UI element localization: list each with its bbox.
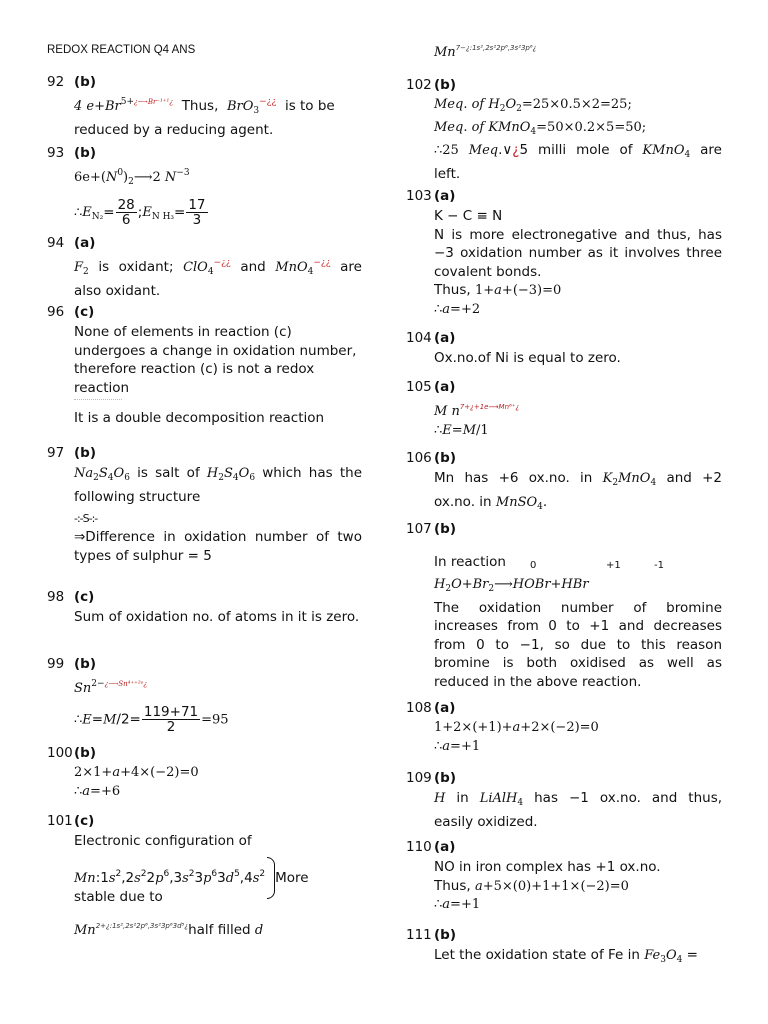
question-number: 92 (47, 74, 65, 90)
answer-option: (b) (434, 450, 457, 466)
answer-option: (b) (434, 770, 457, 786)
text-line: It is a double decomposition reaction (74, 410, 325, 426)
answer-option: (a) (434, 700, 456, 716)
question-number: 100 (47, 745, 73, 761)
sulphur-structure-image: -:-S-:- (74, 512, 98, 525)
answer-body (74, 323, 362, 428)
answer-body: H in LiAlH$_4$ has −1 ox.no. and thus, easily oxidized. (434, 790, 723, 830)
page-header: REDOX REACTION Q4 ANS (47, 44, 196, 56)
answer-body: M $n^{7+¿+1e⟶Mn^{6+}¿}$ ∴E=M/1 (434, 403, 520, 438)
answer-body: Mn has +6 ox.no. in $K_2MnO_4$ and +2 ox.no. in MnSO$_4$. (434, 470, 723, 512)
question-number: 98 (47, 589, 65, 605)
answer-body: NO in iron complex has +1 ox.no. Thus, a+5×(0)+1+1×(−2)=0 ∴a=+1 (434, 859, 661, 912)
answer-body: $Na_2S_4O_6$ is salt of $H_2S_4O_6$ which has the following structure -:-S-:- ⇒Difference in oxidation number of two types of sulphur = 5 (74, 465, 363, 564)
answer-option: (b) (434, 927, 457, 943)
text-line: reduced by a reducing agent. (74, 121, 274, 138)
question-number: 111 (406, 927, 432, 943)
answer-option: (b) (74, 745, 97, 761)
answer-body: $F_2$ is oxidant; ClO$_4$−¿¿ and MnO$_4$−¿¿ are also oxidant. (74, 258, 362, 299)
answer-body: K − C ≡ N N is more electronegative and thus, has −3 oxidation number as it involves three covalent bonds. Thus, 1+a+(−3)=0 ∴a=+2 (434, 208, 722, 317)
answer-body: Meq. of $H_2O_2=25\times 0.5\times 2=25$; Meq. of KMnO$_4$=50×0.2×5=50; ∴25 Meq.∨¿5 milli mole of KMnO$_4$ are left. (434, 97, 722, 182)
text-block: None of elements in reaction (c) undergoes a change in oxidation number, therefore reaction (c) is not a redox reaction (74, 324, 357, 396)
answer-body: In reaction 0 +1 -1 $H_2O+Br_2⟶HOBr+HBr$ The oxidation number of bromine increases from 0 to +1 and decreases from 0 to −1, so due to this reason bromine is both oxidised as well as reduced in the above reaction. (434, 554, 722, 690)
answer-body: Let the oxidation state of Fe in $Fe_3O_4$ = (434, 947, 698, 965)
answer-option: (b) (74, 445, 97, 461)
question-number: 105 (406, 379, 432, 395)
answer-option: (a) (434, 839, 456, 855)
question-number: 106 (406, 450, 432, 466)
answer-option: (a) (434, 330, 456, 346)
answer-option: (b) (434, 521, 457, 537)
answer-option: (a) (434, 379, 456, 395)
answer-body: Sum of oxidation no. of atoms in it is zero. (74, 609, 360, 625)
answer-body: Electronic configuration of $Mn:1s^2,2s^22p^6,3s^23p^63d^5,4s^2$ More stable due to $Mn^{2+¿:1s^2,2s^22p^6,3s^23p^63d^5¿}half$ filled d (74, 833, 309, 938)
answer-option: (c) (74, 813, 95, 829)
question-number: 104 (406, 330, 432, 346)
answer-body: 2×1+a+4×(−2)=0 ∴a=+6 (74, 765, 199, 799)
answer-body: $Sn^{2-¿⟶Sn^{4++2}ᵉ¿}$ ∴E=M/2= $\frac{119+71}{2}$ =95 (74, 679, 229, 735)
answer-option: (c) (74, 589, 95, 605)
answer-body: $6e+(N^0)_2⟶2$ $N^{-3}$ $\therefore E_{N_2}=$ $\frac{28}{6}$ $;E_{N H_3}=$ $\frac{17}{3}$ (74, 168, 206, 228)
answer-option: (a) (74, 235, 96, 251)
answer-body: Ox.no.of Ni is equal to zero. (434, 350, 621, 366)
question-number: 94 (47, 235, 65, 251)
answer-body (74, 93, 362, 139)
question-number: 101 (47, 813, 73, 829)
question-number: 109 (406, 770, 432, 786)
answer-body: 1+2×(+1)+a+2×(−2)=0 ∴a=+1 (434, 720, 599, 754)
answer-option: (b) (74, 656, 97, 672)
answer-option: (b) (434, 77, 457, 93)
question-number: 110 (406, 839, 432, 855)
question-number: 96 (47, 304, 65, 320)
answer-option: (c) (74, 304, 95, 320)
answer-option: (a) (434, 188, 456, 204)
answer-option: (b) (74, 74, 97, 90)
question-number: 107 (406, 521, 432, 537)
question-number: 97 (47, 445, 65, 461)
question-number: 108 (406, 700, 432, 716)
equation-line: 4 $e+Br^{5+¿⟶Br^{-1+1}¿}$ Thus, BrO$_3$−¿¿ is to be (74, 97, 335, 116)
question-number: 103 (406, 188, 432, 204)
answer-option: (b) (74, 145, 97, 161)
question-number: 102 (406, 77, 432, 93)
faint-equation (74, 397, 362, 403)
question-number: 99 (47, 656, 65, 672)
question-number: 93 (47, 145, 65, 161)
